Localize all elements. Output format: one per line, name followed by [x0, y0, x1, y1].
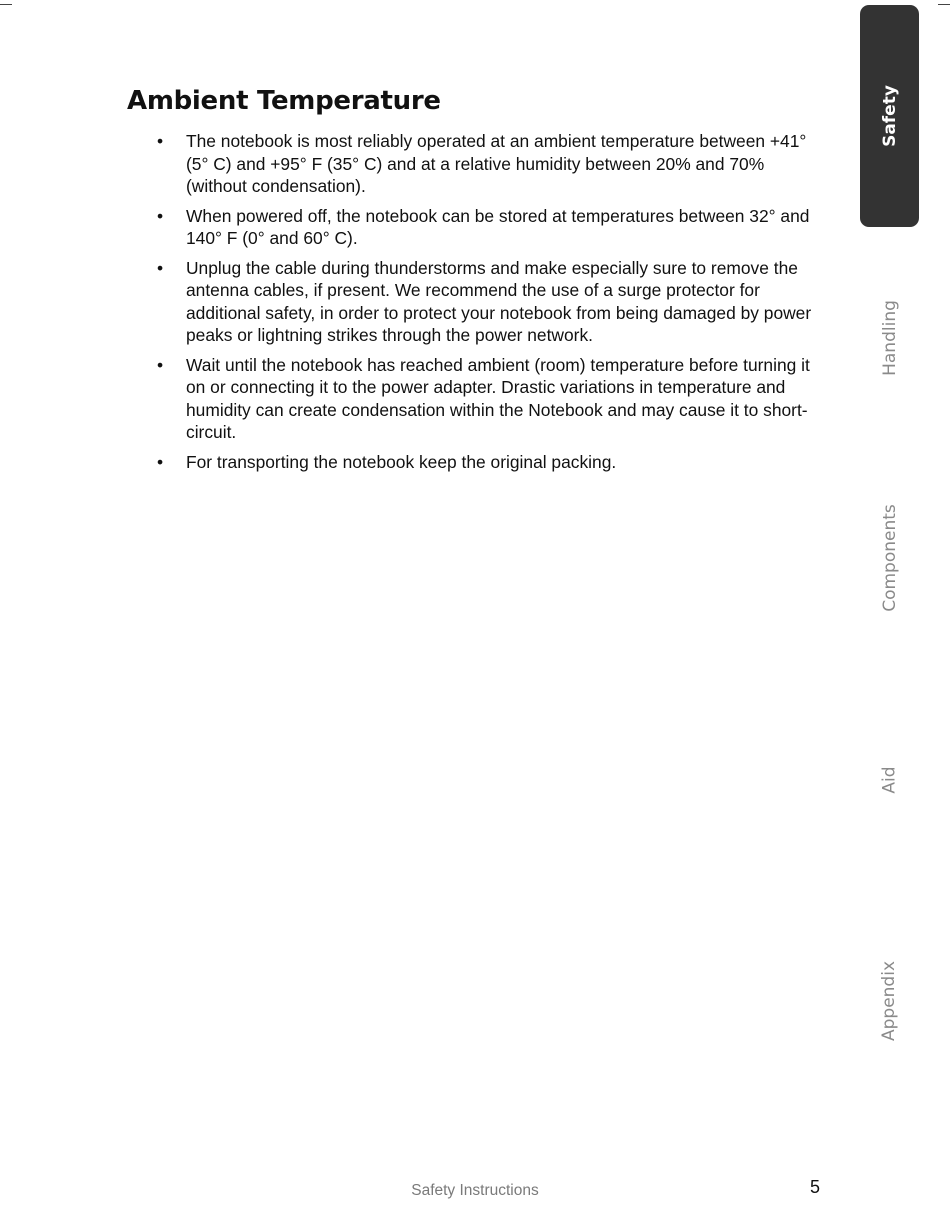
tab-handling[interactable] — [860, 288, 919, 388]
tab-label: Handling — [879, 300, 900, 376]
list-item-text: For transporting the notebook keep the original packing. — [186, 451, 617, 472]
crop-mark-left — [0, 4, 12, 5]
bullet-icon: • — [157, 131, 164, 151]
list-item-text: Wait until the notebook has reached ambient (room) temperature before turning it on or connecting it to the power adapter. Drastic variations in temperature and humidity can create condensation within the Notebook and may cause it to short-circuit. — [186, 354, 810, 442]
list-item — [127, 130, 827, 198]
crop-mark-right — [938, 4, 950, 5]
chapter-tabs — [860, 0, 920, 1229]
tab-label: Appendix — [879, 960, 900, 1042]
bullet-list — [127, 130, 827, 473]
list-item — [127, 257, 827, 347]
main-content — [127, 84, 827, 480]
section-heading: Ambient Temperature — [127, 86, 441, 116]
list-item-text: Unplug the cable during thunderstorms and make especially sure to remove the antenna cables, if present. We recommend the use of a surge protector for additional safety, in order to protect your notebook from being damaged by power peaks or lightning strikes through the power network. — [186, 257, 812, 345]
tab-aid[interactable] — [860, 758, 919, 802]
tab-label: Aid — [879, 766, 900, 794]
bullet-icon: • — [157, 451, 164, 472]
tab-components[interactable] — [860, 498, 919, 618]
tab-label: Safety — [879, 85, 900, 147]
list-item — [127, 354, 827, 444]
bullet-icon: • — [157, 354, 164, 375]
list-item — [127, 205, 827, 250]
bullet-icon: • — [157, 257, 164, 278]
tab-label: Components — [879, 504, 900, 612]
bullet-icon: • — [157, 205, 164, 226]
list-item-text: The notebook is most reliably operated at an ambient temperature between +41° (5° C) and +95° F (35° C) and at a relative humidity between 20% and 70% (without condensation). — [186, 131, 807, 196]
tab-appendix[interactable] — [860, 955, 919, 1047]
list-item-text: When powered off, the notebook can be stored at temperatures between 32° and 140° F (0° and 60° C). — [186, 205, 810, 248]
list-item — [127, 451, 827, 474]
tab-safety[interactable] — [860, 5, 919, 227]
footer-title: Safety Instructions — [411, 1182, 539, 1199]
page-number: 5 — [810, 1177, 821, 1197]
